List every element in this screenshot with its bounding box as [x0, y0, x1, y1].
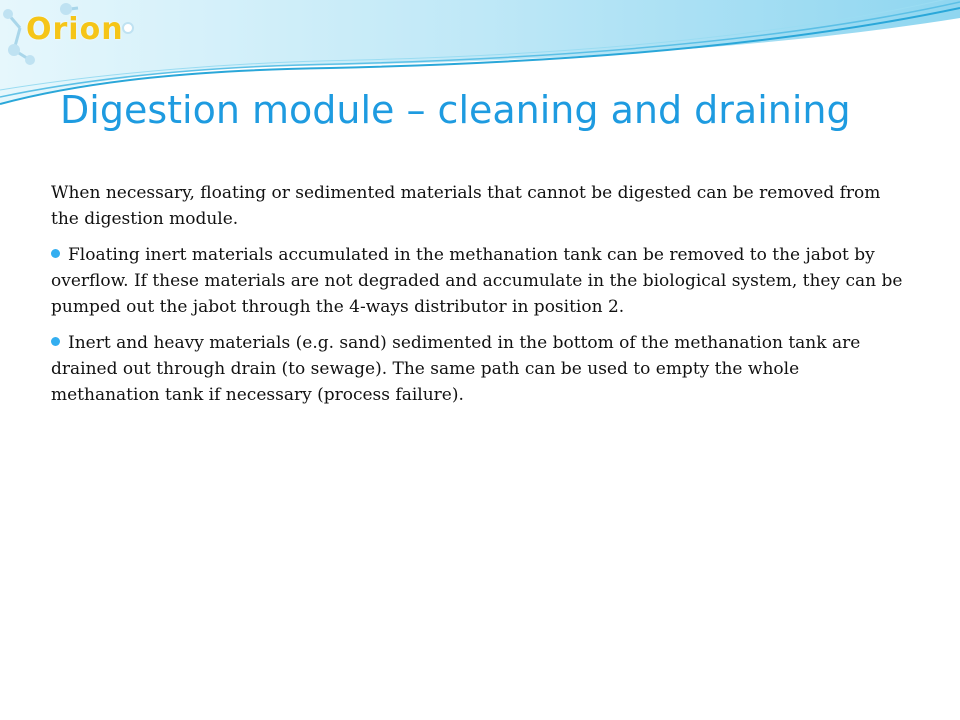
- bullet-text: Inert and heavy materials (e.g. sand) sedimented in the bottom of the methanation tank are drained out through drain (to sewage). The same path can be used to empty the whole methanation tank if necessary (process failure).: [51, 333, 861, 405]
- bullet-dot-icon: [51, 337, 60, 346]
- bullet-item: [51, 242, 911, 320]
- intro-paragraph: When necessary, floating or sedimented materials that cannot be digested can be removed from the digestion module.: [51, 183, 881, 229]
- bullet-dot-icon: [51, 249, 60, 258]
- logo-text: Orion: [26, 12, 124, 47]
- bullet-item: [51, 330, 911, 408]
- slide-body: [51, 180, 911, 418]
- bullet-text: Floating inert materials accumulated in the methanation tank can be removed to the jabot by overflow. If these materials are not degraded and accumulate in the biological system, they can be pumped out the jabot through the 4-ways distributor in position 2.: [51, 245, 903, 317]
- slide-title: Digestion module – cleaning and draining: [60, 88, 851, 132]
- logo: [0, 0, 150, 70]
